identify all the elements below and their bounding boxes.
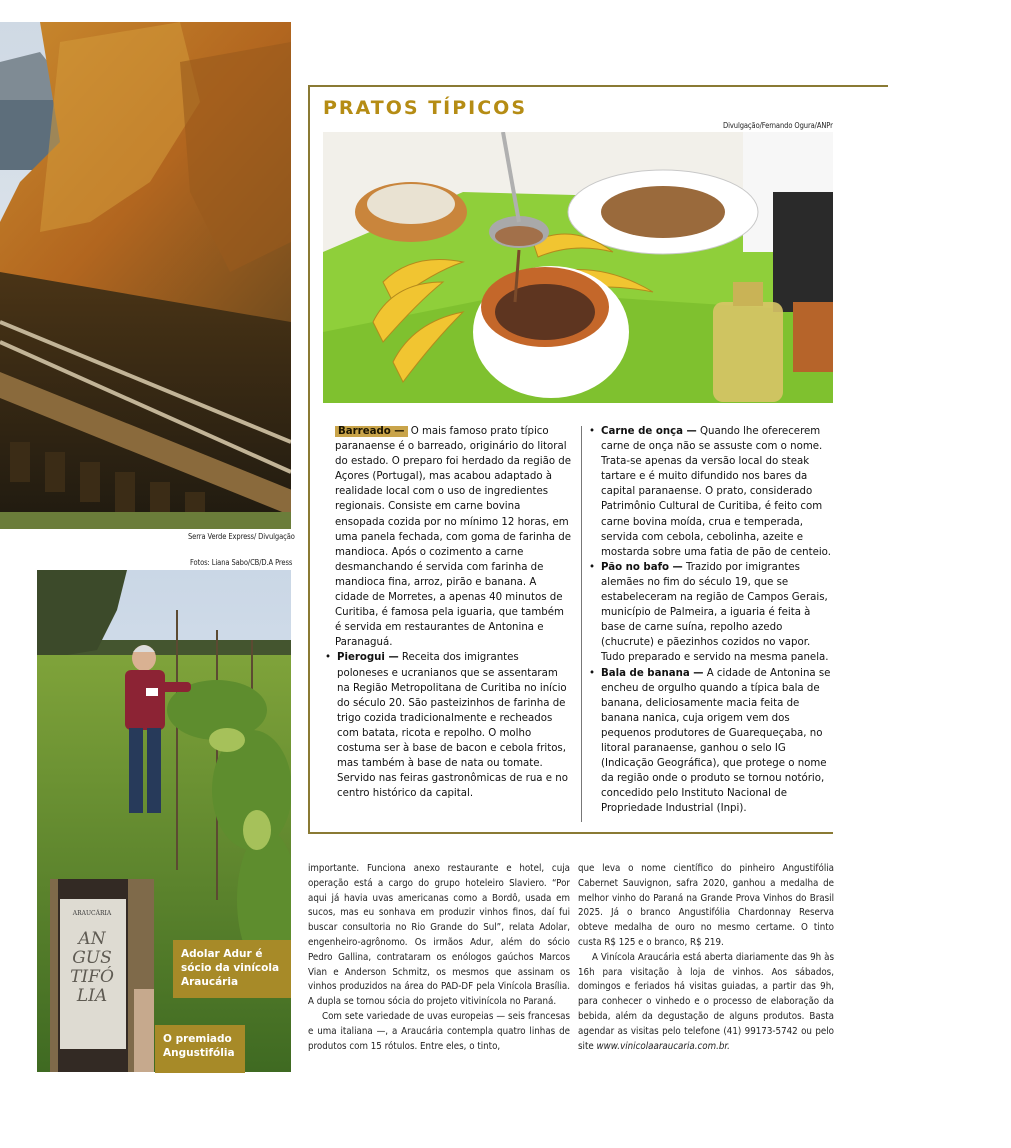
barreado-photo: [323, 132, 833, 403]
article-column-2: [578, 862, 834, 1054]
section-title: PRATOS TÍPICOS: [323, 97, 528, 119]
dish-carne-onca-title: Carne de onça —: [601, 426, 697, 437]
article-paragraph: Com sete variedade de uvas europeias — seis francesas e uma italiana —, a Araucária contempla quatro linhas de produtos com 15 rótulos. Entre eles, o tinto,: [308, 1010, 570, 1052]
dish-bala-banana-text: A cidade de Antonina se encheu de orgulho quando a típica bala de banana, deliciosamente macia feita de banana nanica, cuja origem vem dos pequenos produtores de Guarequeçaba, no litoral paranaense, ganhou o selo IG (Indicação Geográfica), que protege o nome da região onde o produto se tornou notório, concedido pelo Instituto Nacional de Propriedade Industrial (Inpi).: [601, 667, 831, 815]
column-divider: [581, 426, 582, 822]
dish-barreado-title: Barreado —: [335, 426, 408, 437]
dish-barreado-text: O mais famoso prato típico paranaense é o barreado, originário do litoral do estado. O preparo foi herdado da região de Açores (Portugal), mas acabou adaptado à realidade local com o uso de ingredientes regionais. Consiste em carne bovina ensopada cozida por no mínimo 12 horas, em uma panela fechada, com goma de farinha de mandioca. Após o cozimento a carne desmanchando é servida com farinha de mandioca fina, arroz, pirão e banana. A cidade de Morretes, a apenas 40 minutos de Curitiba, é famosa pela iguaria, que também é servida em restaurantes de Antonina e Paranaguá.: [335, 426, 572, 649]
dish-carne-onca-text: Quando lhe oferecerem carne de onça não se assuste com o nome. Trata-se apenas da versão local do steak tartare e é muito difundido nos bares da capital paranaense. O prato, considerado Patrimônio Cultural de Curitiba, é feito com carne bovina moída, crua e temperada, servida com cebola, cebolinha, azeite e mostarda sobre uma fatia de pão de centeio.: [601, 426, 831, 558]
box-bottom-rule: [308, 832, 833, 834]
dish-pao-bafo-title: Pão no bafo —: [601, 561, 683, 573]
dishes-column-left: [323, 424, 573, 801]
train-photo-credit: Serra Verde Express/ Divulgação: [188, 532, 295, 541]
article-paragraph: importante. Funciona anexo restaurante e hotel, cuja operação está a cargo do grupo hoteleiro Slaviero. “Por aqui já havia uvas americanas como a Bordô, usada em sucos, mas eu sonhava em produzir vinhos finos, daí fui buscar consultoria no Rio Grande do Sul”, relata Adolar, engenheiro-agrônomo. Os irmãos Adur, além do sócio Pedro Gallina, contrataram os enólogos gaúchos Marcos Vian e Anderson Schmitz, os mesmos que assinam os vinhos produzidos na área do PAD-DF pela Vinícola Brasília. A dupla se tornou sócia do projeto vitivinícola no Paraná.: [308, 863, 570, 1008]
dish-pierogui-text: Receita dos imigrantes poloneses e ucranianos que se assentaram na Região Metropolitana de Curitiba no início do século 20. São pasteizinhos de farinha de trigo cozida tradicionalmente e recheados com batata, ricota e repolho. O molho costuma ser à base de bacon e cebola fritos, mas também à base de nata ou tomate. Servido nas feiras gastronômicas de rua e no centro histórico da capital.: [337, 652, 568, 800]
adolar-caption: Adolar Adur é sócio da vinícola Araucária: [173, 940, 291, 998]
dishes-column-right: [587, 424, 835, 816]
bottle-label-brand: ARAUCÁRIA: [72, 910, 112, 917]
dish-barreado: [323, 424, 573, 650]
vineyard-photo-credit: Fotos: Liana Sabo/CB/D.A Press: [190, 558, 293, 567]
main-photo-credit: Divulgação/Fernando Ogura/ANPr: [723, 121, 833, 130]
article-column-1: [308, 862, 570, 1054]
dish-pierogui: [323, 650, 573, 801]
dish-carne-onca: [587, 424, 835, 560]
train-photo: [0, 22, 291, 529]
bottle-label-name: AN GUS TIFÓ LIA: [70, 929, 114, 1006]
dish-bala-banana-title: Bala de banana —: [601, 667, 704, 679]
box-top-rule: [308, 85, 888, 87]
dish-bala-banana: [587, 666, 835, 817]
website-link[interactable]: www.vinicolaaraucaria.com.br.: [596, 1040, 730, 1052]
dish-pao-bafo: [587, 560, 835, 666]
article-paragraph-text: A Vinícola Araucária está aberta diariamente das 9h às 16h para visitação à loja de vinhos. Aos sábados, domingos e feriados há visitas guiadas, a partir das 9h, para conhecer o vinhedo e o processo de elaboração da bebida, além da degustação de alguns produtos. Basta agendar as visitas pelo telefone (41) 99173-5742 ou pelo site: [578, 951, 834, 1052]
box-left-rule: [308, 85, 310, 833]
bottle-caption: O premiado Angustifólia: [155, 1025, 245, 1073]
dish-pierogui-title: Pierogui —: [337, 652, 399, 664]
dish-pao-bafo-text: Trazido por imigrantes alemães no fim do século 19, que se estabeleceram na região de Campos Gerais, município de Palmeira, a iguaria é feita à base de carne suína, repolho azedo (chucrute) e pãezinhos cozidos no vapor. Tudo preparado e servido na mesma panela.: [601, 561, 829, 664]
article-paragraph: [578, 951, 834, 1055]
article-paragraph: que leva o nome científico do pinheiro Angustifólia Cabernet Sauvignon, safra 2020, ganhou a medalha de melhor vinho do Paraná na Grande Prova Vinhos do Brasil 2025. Já o branco Angustifólia Chardonnay Reserva obteve medalha de ouro no mesmo certame. O tinto custa R$ 125 e o branco, R$ 219.: [578, 863, 834, 948]
